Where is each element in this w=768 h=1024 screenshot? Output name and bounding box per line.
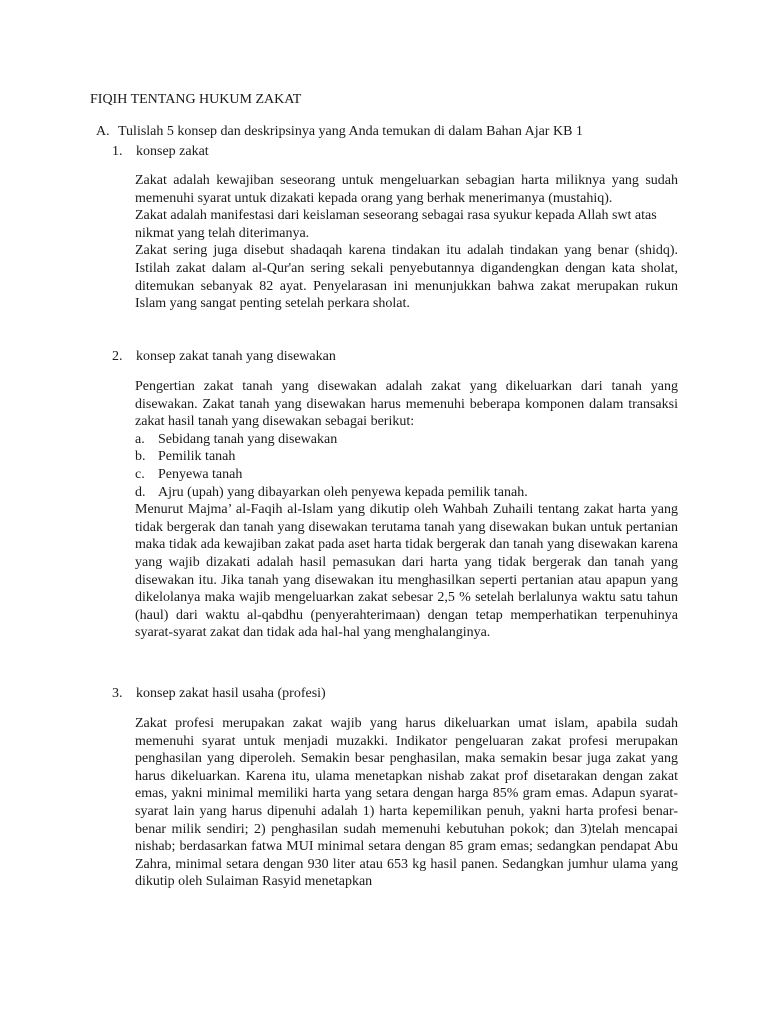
item-3-heading bbox=[112, 686, 326, 702]
item-heading-text: konsep zakat bbox=[136, 144, 209, 159]
list-letter: d. bbox=[135, 484, 146, 500]
item-heading-text: konsep zakat hasil usaha (profesi) bbox=[136, 686, 326, 701]
list-item bbox=[135, 431, 678, 449]
item-1-body bbox=[135, 172, 678, 313]
paragraph: Zakat sering juga disebut shadaqah karena tindakan itu adalah tindakan yang benar (shidq). Istilah zakat dalam al-Qur'an sering sekali penyebutannya digandengkan dengan kata sholat, ditemukan sebanyak 82 ayat. Penyelarasan ini menunjukkan bahwa zakat merupakan rukun Islam yang sangat penting setelah perkara sholat. bbox=[135, 243, 678, 312]
item-3-body bbox=[135, 715, 678, 891]
paragraph: Pengertian zakat tanah yang disewakan adalah zakat yang dikeluarkan dari tanah yang disewakan. Zakat tanah yang disewakan harus memenuhi beberapa komponen dalam transaksi zakat hasil tanah yang disewakan sebagai berikut: bbox=[135, 379, 678, 430]
list-letter: b. bbox=[135, 449, 146, 465]
list-item bbox=[135, 484, 678, 502]
list-letter: c. bbox=[135, 466, 145, 482]
section-a-text: Tulislah 5 konsep dan deskripsinya yang Anda temukan di dalam Bahan Ajar KB 1 bbox=[118, 124, 583, 139]
item-number: 2. bbox=[112, 349, 123, 364]
paragraph: Menurut Majma’ al-Faqih al-Islam yang dikutip oleh Wahbah Zuhaili tentang zakat harta yang tidak bergerak dan tanah yang disewakan terutama tanah yang disewakan bukan untuk pertanian maka tidak ada kewajiban zakat pada aset harta tidak bergerak dan tanah yang disewakan karena yang wajib dizakati adalah hasil pemasukan dari harta yang tidak bergerak dan tanah yang disewakan itu. Jika tanah yang disewakan itu menghasilkan seperti pertanian atau apapun yang dikelolanya maka wajib mengeluarkan zakat sebesar 2,5 % setelah berlalunya waktu satu tahun (haul) dari waktu al-qabdhu (penyerahterimaan) dengan tetap memperhatikan terpenuhinya syarat-syarat zakat dan tidak ada hal-hal yang menghalanginya. bbox=[135, 502, 678, 641]
paragraph: Zakat adalah kewajiban seseorang untuk mengeluarkan sebagian harta miliknya yang sudah memenuhi syarat untuk dizakati kepada orang yang berhak menerimanya (mustahiq). bbox=[135, 173, 678, 206]
item-number: 3. bbox=[112, 686, 123, 701]
paragraph: Zakat adalah manifestasi dari keislaman seseorang sebagai rasa syukur kepada Allah swt atas nikmat yang telah diterimanya. bbox=[135, 208, 657, 241]
section-a-letter: A. bbox=[96, 124, 110, 139]
item-2-heading bbox=[112, 349, 336, 365]
document-title: FIQIH TENTANG HUKUM ZAKAT bbox=[90, 92, 302, 107]
list-item bbox=[135, 448, 678, 466]
list-item bbox=[135, 466, 678, 484]
list-text: Ajru (upah) yang dibayarkan oleh penyewa kepada pemilik tanah. bbox=[158, 484, 528, 500]
item-number: 1. bbox=[112, 144, 123, 159]
list-text: Penyewa tanah bbox=[158, 466, 243, 482]
section-a-instruction bbox=[96, 124, 583, 140]
item-heading-text: konsep zakat tanah yang disewakan bbox=[136, 349, 336, 364]
paragraph: Zakat profesi merupakan zakat wajib yang harus dikeluarkan umat islam, apabila sudah memenuhi syarat untuk menjadi muzakki. Indikator pengeluaran zakat profesi merupakan penghasilan yang diperoleh. Semakin besar penghasilan, maka semakin besar juga zakat yang harus dikeluarkan. Karena itu, ulama menetapkan nishab zakat prof disetarakan dengan zakat emas, yakni minimal memiliki harta yang setara dengan harga 85% gram emas. Adapun syarat-syarat lain yang harus dipenuhi adalah 1) harta kepemilikan penuh, yakni harta profesi benar-benar milik sendiri; 2) penghasilan sudah memenuhi kebutuhan pokok; dan 3)telah mencapai nishab; berdasarkan fatwa MUI minimal setara dengan 85 gram emas; sedangkan pendapat Abu Zahra, minimal setara dengan 930 liter atau 653 kg hasil panen. Sedangkan jumhur ulama yang dikutip oleh Sulaiman Rasyid menetapkan bbox=[135, 716, 678, 890]
list-text: Pemilik tanah bbox=[158, 449, 236, 465]
item-2-body bbox=[135, 378, 678, 642]
list-letter: a. bbox=[135, 431, 145, 447]
item-1-heading bbox=[112, 144, 209, 160]
list-text: Sebidang tanah yang disewakan bbox=[158, 431, 338, 447]
